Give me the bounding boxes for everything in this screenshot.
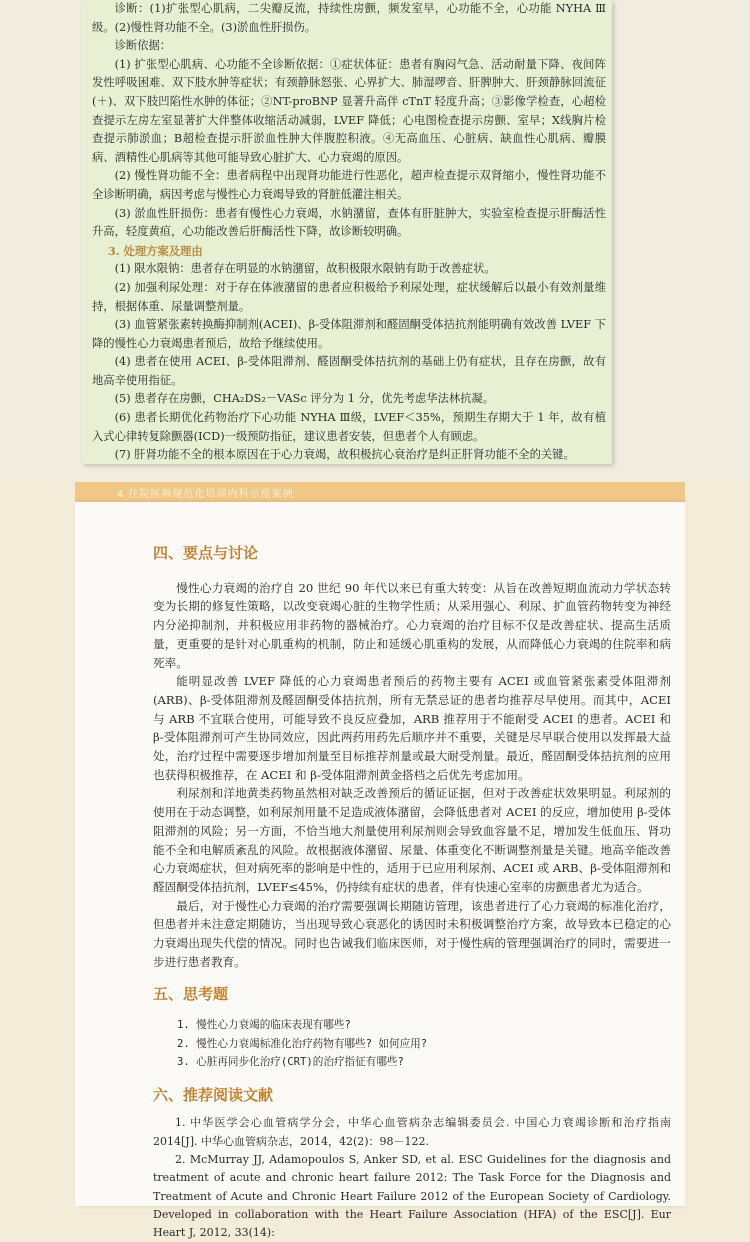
section-6-title: 六、推荐阅读文献 — [153, 1085, 274, 1104]
treatment-plan-4: (4) 患者在使用 ACEI、β-受体阻滞剂、醛固酮受体拮抗剂的基础上仍有症状，且存在房颤，故有地高辛使用指征。 — [92, 355, 606, 387]
treatment-plan-6: (6) 患者长期优化药物治疗下心功能 NYHA Ⅲ级，LVEF＜35%，预期生存期大于 1 年，故有植入式心律转复除颤器(ICD)一级预防指征，建议患者安装，但患者个人有顾虑。 — [92, 411, 606, 443]
case-analysis-panel — [82, 0, 612, 464]
reference-item: 1. 中华医学会心血管病学分会，中华心血管病杂志编辑委员会. 中国心力衰竭诊断和治疗指南 2014[J]. 中华心血管病杂志，2014，42(2)：98－122. — [153, 1116, 671, 1148]
treatment-plan-heading: 3. 处理方案及理由 — [107, 243, 203, 258]
discussion-paragraph-2: 能明显改善 LVEF 降低的心力衰竭患者预后的药物主要有 ACEI 或血管紧张素受体阻滞剂(ARB)、β-受体阻滞剂及醛固酮受体拮抗剂，所有无禁忌证的患者均推荐尽早使用。而其中，ACEI 与 ARB 不宜联合使用，可能导致不良反应叠加，ARB 推荐用于不能耐受 ACEI 的患者。ACEI 和 β-受体阻滞剂可产生协同效应，因此两药用药先后顺序并不重要，关键是尽早联合使用以发挥最大益处，治疗过程中需要逐步增加剂量至目标推荐剂量或最大耐受剂量。最近，醛固酮受体拮抗剂的应用也获得积极推荐，在 ACEI 和 β-受体阻滞剂黄金搭档之后优先考虑加用。 — [153, 674, 671, 782]
diagnosis-basis-3: (3) 淤血性肝损伤：患者有慢性心力衰竭，水钠潴留，查体有肝脏肿大，实验室检查提示肝酶活性升高，轻度黄疸，心功能改善后肝酶活性下降，故诊断较明确。 — [92, 206, 606, 239]
treatment-plan-7: (7) 肝肾功能不全的根本原因在于心力衰竭，故积极抗心衰治疗是纠正肝肾功能不全的关键。 — [114, 448, 575, 462]
diagnosis-paragraph: 诊断：(1)扩张型心肌病，二尖瓣反流，持续性房颤，频发室早，心功能不全，心功能 NYHA Ⅲ级。(2)慢性肾功能不全。(3)淤血性肝损伤。 — [92, 2, 606, 34]
section-5-title: 五、思考题 — [153, 985, 229, 1004]
section-4-title: 四、要点与讨论 — [153, 544, 259, 562]
page-header-strip — [75, 482, 685, 502]
discussion-paragraph-3: 利尿剂和洋地黄类药物虽然相对缺乏改善预后的循证证据，但对于改善症状效果明显。利尿剂的使用在于动态调整，如利尿剂用量不足造成液体潴留，会降低患者对 ACEI 的反应，增加使用 β-受体阻滞剂的风险；另一方面，不恰当地大剂量使用利尿剂则会导致血容量不足，增加发生低血压、肾功能不全和电解质紊乱的风险。故根据液体潴留、尿量、体重变化不断调整剂量是关键。地高辛能改善心力衰竭症状，但对病死率的影响是中性的，适用于已应用利尿剂、ACEI 或 ARB、β-受体阻滞剂和醛固酮受体拮抗剂，LVEF≤45%，仍持续有症状的患者，伴有快速心室率的房颤患者尤为适合。 — [153, 786, 671, 894]
diagnosis-basis-1: (1) 扩张型心肌病、心功能不全诊断依据：①症状体征：患者有胸闷气急、活动耐量下降、夜间阵发性呼吸困难、双下肢水肿等症状；有颈静脉怒张、心界扩大、肺湿啰音、肝脾肿大、肝颈静脉回流征(＋)、双下肢凹陷性水肿的体征；②NT-proBNP 显著升高伴 cTnT 轻度升高；③影像学检查，心超检查提示左房左室显著扩大伴整体收缩活动减弱，LVEF 降低；心电图检查提示房颤、室早；X线胸片检查提示肺淤血；B超检查提示肝淤血性肿大伴腹腔积液。④无高血压、心脏病、缺血性心肌病、瓣膜病、酒精性心肌病等其他可能导致心脏扩大、心力衰竭的原因。 — [92, 57, 606, 164]
book-page — [75, 502, 685, 1240]
right-margin — [685, 502, 750, 1206]
treatment-plan-5: (5) 患者存在房颤，CHA₂DS₂－VASc 评分为 1 分，优先考虑华法林抗凝。 — [114, 392, 495, 406]
reference-item: 2. McMurray JJ, Adamopoulos S, Anker SD, et al. ESC Guidelines for the diagnosis and treatment of acute and chronic heart failure 2012: The Task Force for the Diagnosis and Treatment of Acute and Chronic Heart Failure 2012 of the European Society of Cardiology. Developed in collaboration with the Heart Failure Association (HFA) of the ESC[J]. Eur Heart J, 2012, 33(14): — [153, 1152, 671, 1240]
question-item: 2. 慢性心力衰竭标准化治疗药物有哪些? 如何应用? — [177, 1037, 428, 1050]
question-item: 1. 慢性心力衰竭的临床表现有哪些? — [177, 1019, 351, 1032]
page-content — [153, 544, 671, 1242]
diagnosis-basis-label: 诊断依据： — [114, 39, 172, 53]
treatment-plan-2: (2) 加强利尿处理：对于存在体液潴留的患者应积极给予利尿处理，症状缓解后以最小有效剂量维持，根据体重、尿量调整剂量。 — [92, 280, 606, 313]
diagnosis-basis-2: (2) 慢性肾功能不全：患者病程中出现肾功能进行性恶化，超声检查提示双肾缩小，慢性肾功能不全诊断明确，病因考虑与慢性心力衰竭导致的肾脏低灌注相关。 — [92, 169, 606, 201]
treatment-plan-1: (1) 限水限钠：患者存在明显的水钠潴留，故积极限水限钠有助于改善症状。 — [114, 262, 496, 276]
discussion-paragraph-1: 慢性心力衰竭的治疗自 20 世纪 90 年代以来已有重大转变：从旨在改善短期血流动力学状态转变为长期的修复性策略，以改变衰竭心脏的生物学性质；从采用强心、利尿、扩血管药物转变为神经内分泌抑制剂，并积极应用非药物的器械治疗。心力衰竭的治疗目标不仅是改善症状、提高生活质量，更重要的是针对心肌重构的机制，防止和延缓心肌重构的发展，从而降低心力衰竭的住院率和病死率。 — [153, 580, 671, 670]
running-header: 4 住院医师规范化培训内科示范案例 — [117, 489, 294, 500]
discussion-paragraph-4: 最后，对于慢性心力衰竭的治疗需要强调长期随访管理，该患者进行了心力衰竭的标准化治疗，但患者并未注意定期随访，当出现导致心衰恶化的诱因时未积极调整治疗方案，故导致本已稳定的心力衰竭出现失代偿的情况。同时也告诫我们临床医师，对于慢性病的管理强调治疗的同时，需要进一步进行患者教育。 — [153, 898, 671, 969]
treatment-plan-3: (3) 血管紧张素转换酶抑制剂(ACEI)、β-受体阻滞剂和醛固酮受体拮抗剂能明确有效改善 LVEF 下降的慢性心力衰竭患者预后，故给予继续使用。 — [92, 318, 606, 350]
question-item: 3. 心脏再同步化治疗(CRT)的治疗指征有哪些? — [177, 1056, 404, 1069]
